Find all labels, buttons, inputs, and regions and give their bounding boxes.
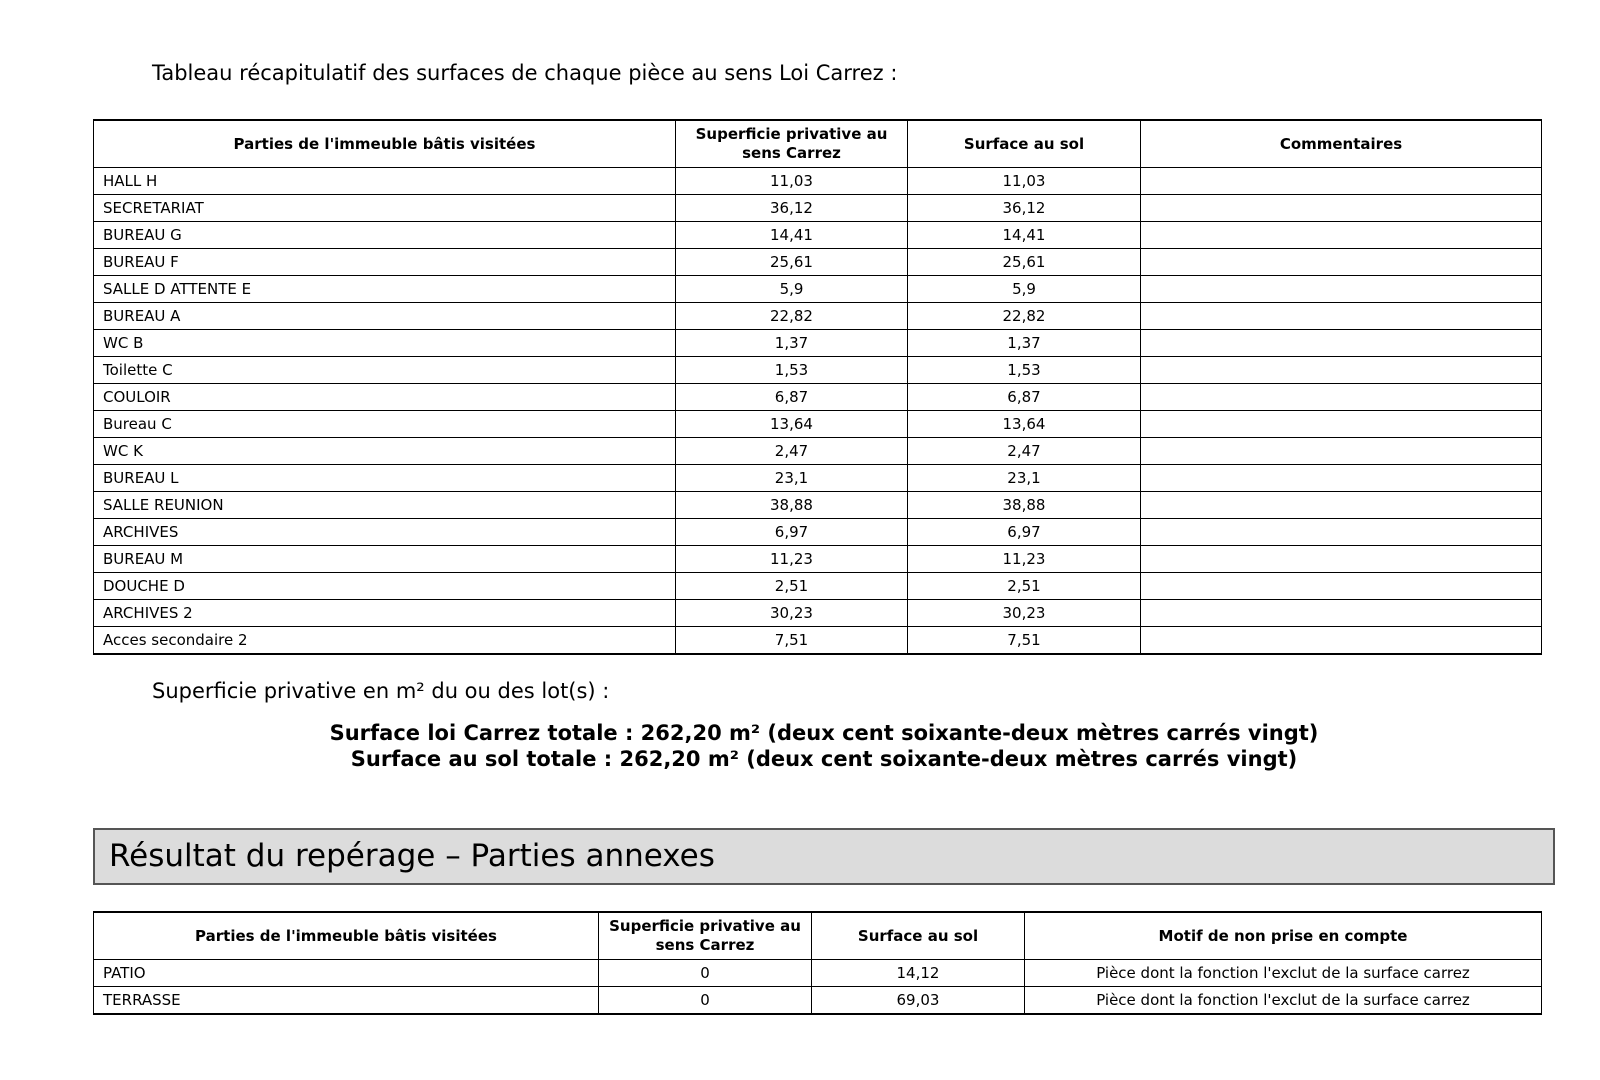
section-title: Résultat du repérage – Parties annexes	[93, 828, 1555, 885]
cell-sol: 14,41	[908, 222, 1141, 249]
table-row	[94, 168, 1542, 195]
intro-text: Tableau récapitulatif des surfaces de chaque pièce au sens Loi Carrez :	[152, 61, 898, 85]
cell-part: BUREAU A	[94, 303, 676, 330]
table-header-row	[94, 912, 1542, 960]
cell-sol: 13,64	[908, 411, 1141, 438]
surfaces-table	[93, 119, 1542, 655]
cell-carrez: 6,97	[676, 519, 908, 546]
cell-comment	[1141, 303, 1542, 330]
table-row	[94, 249, 1542, 276]
cell-carrez: 1,53	[676, 357, 908, 384]
cell-part: BUREAU M	[94, 546, 676, 573]
cell-carrez: 25,61	[676, 249, 908, 276]
cell-carrez: 36,12	[676, 195, 908, 222]
table-row	[94, 195, 1542, 222]
cell-sol: 30,23	[908, 600, 1141, 627]
cell-sol: 1,37	[908, 330, 1141, 357]
cell-sol: 14,12	[812, 960, 1025, 987]
cell-carrez: 14,41	[676, 222, 908, 249]
table-row	[94, 492, 1542, 519]
cell-carrez: 6,87	[676, 384, 908, 411]
cell-carrez: 11,03	[676, 168, 908, 195]
table-row	[94, 357, 1542, 384]
cell-part: BUREAU G	[94, 222, 676, 249]
cell-carrez: 11,23	[676, 546, 908, 573]
table-row	[94, 573, 1542, 600]
cell-part: SALLE D ATTENTE E	[94, 276, 676, 303]
table-row	[94, 519, 1542, 546]
cell-comment	[1141, 384, 1542, 411]
cell-comment	[1141, 195, 1542, 222]
cell-part: DOUCHE D	[94, 573, 676, 600]
cell-comment	[1141, 627, 1542, 655]
cell-part: HALL H	[94, 168, 676, 195]
table-row	[94, 438, 1542, 465]
cell-comment	[1141, 546, 1542, 573]
cell-motif: Pièce dont la fonction l'exclut de la surface carrez	[1025, 960, 1542, 987]
cell-carrez: 30,23	[676, 600, 908, 627]
table-row	[94, 276, 1542, 303]
total-carrez: Surface loi Carrez totale : 262,20 m² (deux cent soixante-deux mètres carrés vingt)	[329, 721, 1319, 745]
header-parties: Parties de l'immeuble bâtis visitées	[94, 912, 599, 960]
cell-carrez: 2,51	[676, 573, 908, 600]
table-row	[94, 411, 1542, 438]
cell-motif: Pièce dont la fonction l'exclut de la surface carrez	[1025, 987, 1542, 1015]
cell-sol: 23,1	[908, 465, 1141, 492]
cell-sol: 6,97	[908, 519, 1141, 546]
table-row	[94, 222, 1542, 249]
cell-sol: 69,03	[812, 987, 1025, 1015]
cell-comment	[1141, 222, 1542, 249]
cell-comment	[1141, 249, 1542, 276]
cell-part: COULOIR	[94, 384, 676, 411]
cell-comment	[1141, 411, 1542, 438]
cell-comment	[1141, 600, 1542, 627]
cell-sol: 7,51	[908, 627, 1141, 655]
cell-part: WC K	[94, 438, 676, 465]
cell-part: ARCHIVES	[94, 519, 676, 546]
cell-carrez: 0	[599, 987, 812, 1015]
cell-part: SALLE REUNION	[94, 492, 676, 519]
header-surface-sol: Surface au sol	[908, 120, 1141, 168]
cell-comment	[1141, 276, 1542, 303]
cell-carrez: 38,88	[676, 492, 908, 519]
cell-sol: 2,47	[908, 438, 1141, 465]
totals-block	[93, 720, 1555, 772]
cell-part: Acces secondaire 2	[94, 627, 676, 655]
header-commentaires: Commentaires	[1141, 120, 1542, 168]
cell-part: PATIO	[94, 960, 599, 987]
cell-sol: 11,23	[908, 546, 1141, 573]
table-row	[94, 384, 1542, 411]
table-row	[94, 627, 1542, 655]
cell-sol: 25,61	[908, 249, 1141, 276]
cell-comment	[1141, 357, 1542, 384]
cell-sol: 38,88	[908, 492, 1141, 519]
cell-sol: 11,03	[908, 168, 1141, 195]
annex-table	[93, 911, 1542, 1015]
cell-sol: 36,12	[908, 195, 1141, 222]
table-row	[94, 303, 1542, 330]
cell-comment	[1141, 573, 1542, 600]
cell-part: SECRETARIAT	[94, 195, 676, 222]
header-superficie-carrez: Superficie privative au sens Carrez	[676, 120, 908, 168]
header-parties: Parties de l'immeuble bâtis visitées	[94, 120, 676, 168]
cell-comment	[1141, 465, 1542, 492]
cell-carrez: 5,9	[676, 276, 908, 303]
table-header-row	[94, 120, 1542, 168]
cell-carrez: 1,37	[676, 330, 908, 357]
cell-comment	[1141, 330, 1542, 357]
cell-part: ARCHIVES 2	[94, 600, 676, 627]
cell-sol: 5,9	[908, 276, 1141, 303]
cell-part: BUREAU F	[94, 249, 676, 276]
header-superficie-carrez: Superficie privative au sens Carrez	[599, 912, 812, 960]
cell-carrez: 22,82	[676, 303, 908, 330]
superficie-label: Superficie privative en m² du ou des lot(s) :	[152, 679, 610, 703]
table-row	[94, 546, 1542, 573]
cell-comment	[1141, 519, 1542, 546]
table-row	[94, 465, 1542, 492]
cell-part: BUREAU L	[94, 465, 676, 492]
cell-sol: 6,87	[908, 384, 1141, 411]
header-surface-sol: Surface au sol	[812, 912, 1025, 960]
cell-carrez: 2,47	[676, 438, 908, 465]
cell-sol: 1,53	[908, 357, 1141, 384]
header-motif: Motif de non prise en compte	[1025, 912, 1542, 960]
cell-carrez: 7,51	[676, 627, 908, 655]
cell-carrez: 0	[599, 960, 812, 987]
cell-part: Toilette C	[94, 357, 676, 384]
cell-part: Bureau C	[94, 411, 676, 438]
cell-part: TERRASSE	[94, 987, 599, 1015]
table-row	[94, 330, 1542, 357]
table-row	[94, 600, 1542, 627]
cell-comment	[1141, 492, 1542, 519]
cell-comment	[1141, 438, 1542, 465]
total-sol: Surface au sol totale : 262,20 m² (deux cent soixante-deux mètres carrés vingt)	[350, 747, 1298, 771]
cell-comment	[1141, 168, 1542, 195]
cell-carrez: 23,1	[676, 465, 908, 492]
cell-carrez: 13,64	[676, 411, 908, 438]
cell-sol: 2,51	[908, 573, 1141, 600]
table-row	[94, 987, 1542, 1015]
table-row	[94, 960, 1542, 987]
cell-part: WC B	[94, 330, 676, 357]
cell-sol: 22,82	[908, 303, 1141, 330]
